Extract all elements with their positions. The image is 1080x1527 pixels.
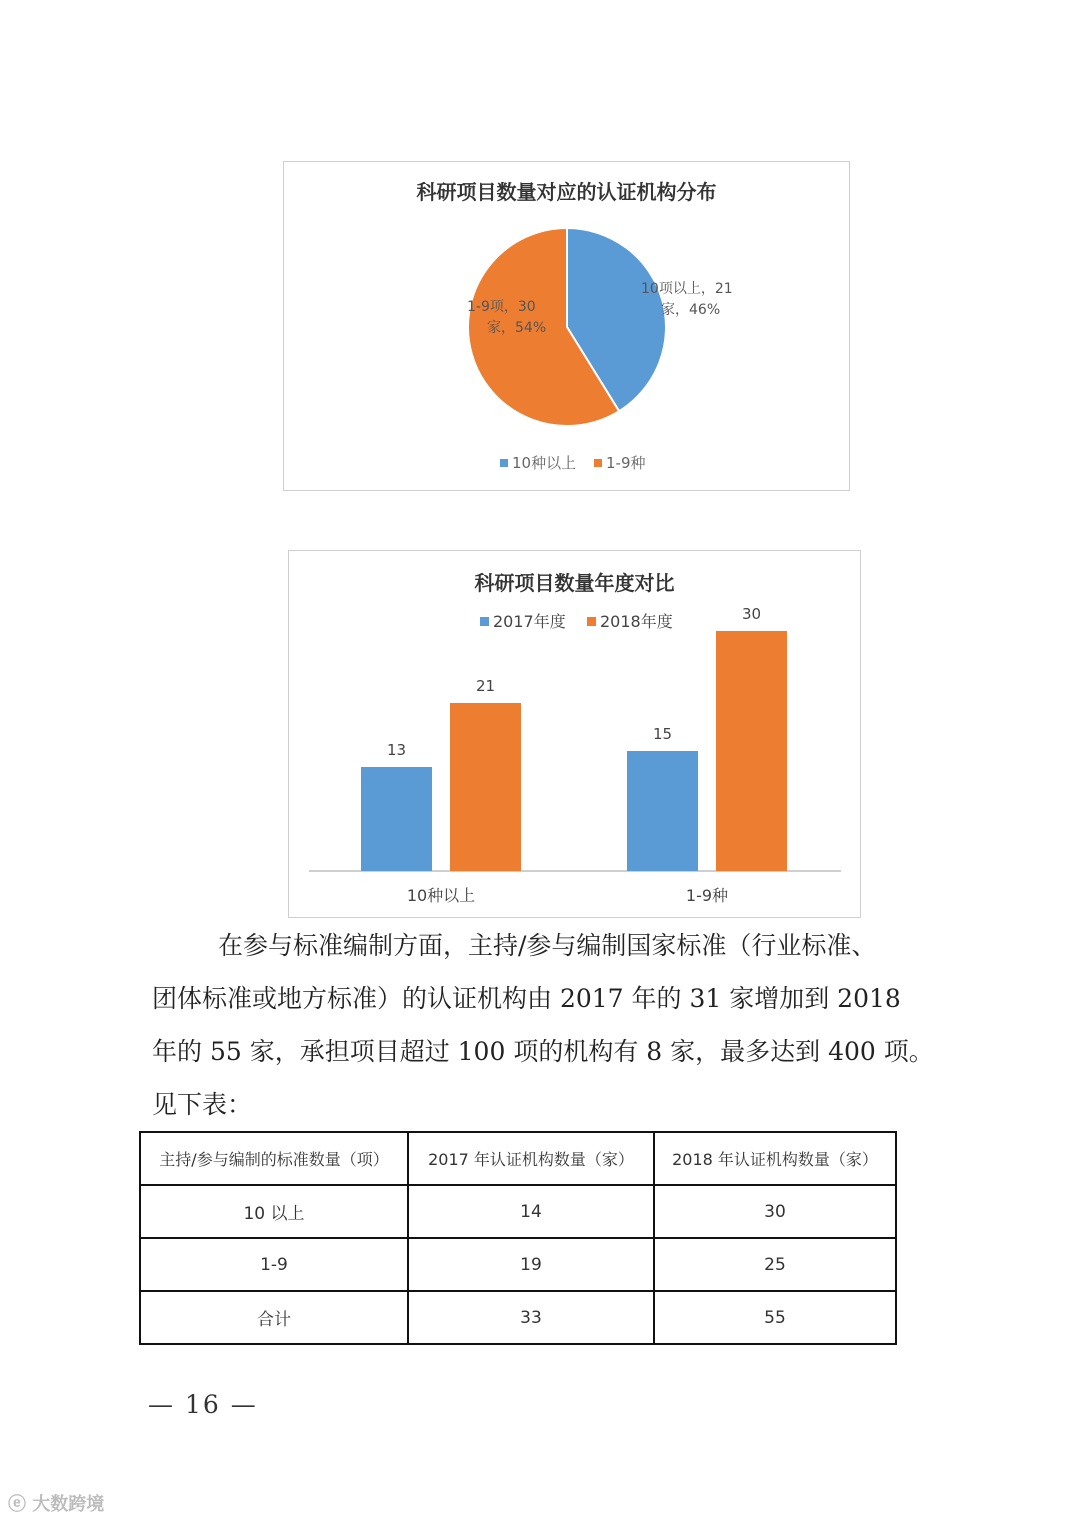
- paragraph-line-2: 团体标准或地方标准）的认证机构由 2017 年的 31 家增加到 2018: [152, 984, 901, 1013]
- table-cell: 1-9: [140, 1238, 408, 1291]
- table-cell: 合计: [140, 1291, 408, 1344]
- pie-data-label: 家，54%: [487, 320, 547, 336]
- table-cell: 55: [654, 1291, 896, 1344]
- paragraph-line-1: 在参与标准编制方面，主持/参与编制国家标准（行业标准、: [218, 931, 877, 960]
- legend-swatch: [587, 617, 596, 626]
- table-header-row: [140, 1132, 896, 1185]
- legend-label: 2017年度: [493, 612, 566, 631]
- pie-data-label: 1-9项，30: [467, 299, 536, 315]
- table-cell: 25: [654, 1238, 896, 1291]
- bar: [627, 751, 698, 871]
- pie-data-label: 10项以上，21: [641, 281, 733, 297]
- legend-swatch: [480, 617, 489, 626]
- paragraph-line-4: 见下表：: [152, 1090, 253, 1119]
- pie-chart: [283, 161, 850, 491]
- table-cell: 33: [408, 1291, 654, 1344]
- legend-swatch: [500, 459, 508, 467]
- bar-data-label: 21: [475, 677, 496, 695]
- pie-chart-title: 科研项目数量对应的认证机构分布: [416, 180, 717, 204]
- bar-chart-svg: [289, 551, 862, 919]
- table-header-cell: 2017 年认证机构数量（家）: [408, 1132, 654, 1185]
- bar-data-label: 15: [652, 725, 673, 743]
- table-row: [140, 1185, 896, 1238]
- category-tick-label: 10种以上: [406, 886, 476, 905]
- bar-chart-title: 科研项目数量年度对比: [474, 571, 675, 595]
- bar: [361, 767, 432, 871]
- pie-chart-svg: [284, 162, 851, 492]
- bar-data-label: 30: [741, 605, 762, 623]
- legend-label: 2018年度: [600, 612, 673, 631]
- table-cell: 14: [408, 1185, 654, 1238]
- table-header-cell: 2018 年认证机构数量（家）: [654, 1132, 896, 1185]
- standards-table: [139, 1131, 897, 1345]
- page-number: — 16 —: [148, 1390, 258, 1419]
- bar-chart: [288, 550, 861, 918]
- bar: [450, 703, 521, 871]
- category-tick-label: 1-9种: [685, 886, 729, 905]
- watermark-logo: ⓔ 大数跨境: [8, 1494, 105, 1515]
- table-cell: 10 以上: [140, 1185, 408, 1238]
- table-row: [140, 1291, 896, 1344]
- bar-data-label: 13: [386, 741, 407, 759]
- table-cell: 19: [408, 1238, 654, 1291]
- legend-label: 1-9种: [606, 454, 646, 472]
- legend-label: 10种以上: [512, 454, 577, 472]
- table-header-cell: 主持/参与编制的标准数量（项）: [140, 1132, 408, 1185]
- legend-swatch: [594, 459, 602, 467]
- table-row: [140, 1238, 896, 1291]
- table-cell: 30: [654, 1185, 896, 1238]
- pie-data-label: 家，46%: [661, 302, 721, 318]
- bar: [716, 631, 787, 871]
- paragraph-line-3: 年的 55 家，承担项目超过 100 项的机构有 8 家，最多达到 400 项。: [152, 1037, 934, 1066]
